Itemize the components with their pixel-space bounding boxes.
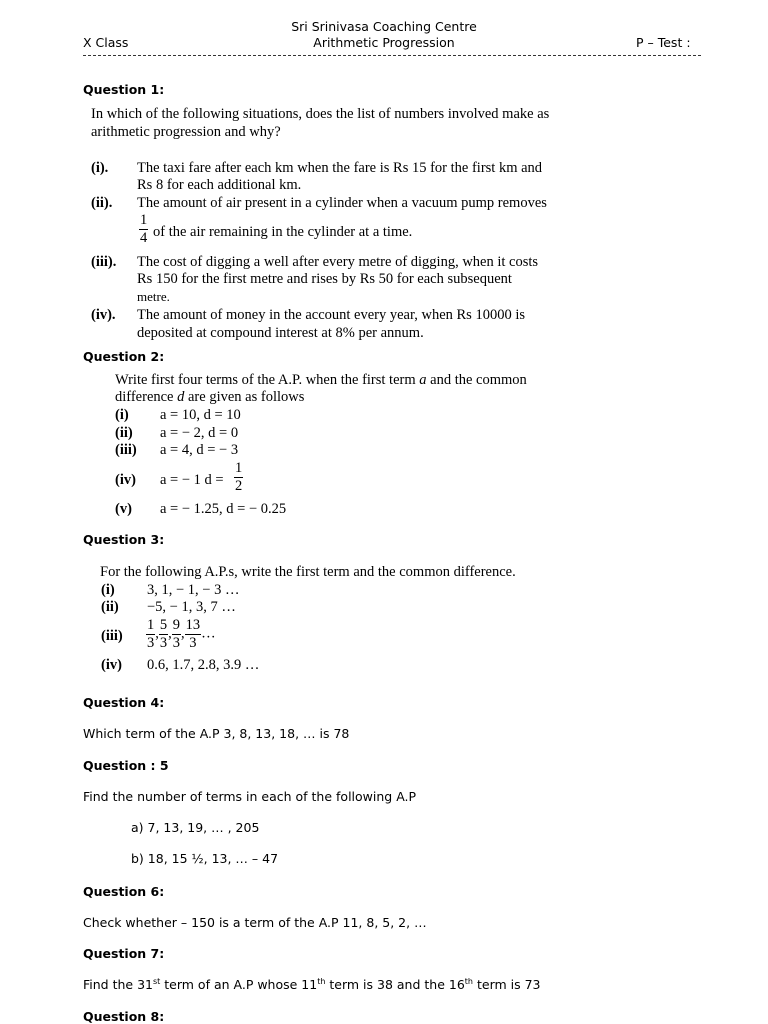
- q1-item-text: of the air remaining in the cylinder at a time.: [153, 224, 413, 240]
- question-5-title: Question : 5: [83, 758, 169, 773]
- question-4-title: Question 4:: [83, 695, 165, 710]
- q3-item-expr: −5, − 1, 3, 7 …: [147, 599, 236, 615]
- fraction-numerator: 5: [159, 617, 168, 633]
- variable-a: a: [419, 372, 427, 388]
- fraction-numerator: 1: [140, 212, 148, 228]
- q1-item-text: Rs 8 for each additional km.: [137, 177, 302, 193]
- fraction-denominator: 3: [189, 634, 197, 651]
- q2-item-number: (iv): [115, 472, 136, 488]
- q3-item-expr: 3, 1, − 1, − 3 …: [147, 582, 240, 598]
- q2-intro-text: and the common: [430, 372, 527, 388]
- q1-fraction: [139, 213, 148, 245]
- q7-text-part: Find the 31: [83, 977, 153, 992]
- question-3-title: Question 3:: [83, 532, 165, 547]
- fraction-numerator: 1: [235, 460, 243, 476]
- fraction-denominator: 3: [159, 634, 168, 651]
- question-7-title: Question 7:: [83, 946, 165, 961]
- fraction-denominator: 4: [140, 229, 148, 246]
- q7-text-part: term of an A.P whose 11: [160, 977, 318, 992]
- q2-item-number: (iii): [115, 442, 137, 458]
- q1-item-text: The cost of digging a well after every metre of digging, when it costs: [137, 254, 539, 270]
- q1-intro-line1: In which of the following situations, does the list of numbers involved make as: [91, 106, 550, 122]
- ellipsis: …: [201, 625, 216, 642]
- fraction-numerator: 13: [185, 617, 201, 633]
- question-6-title: Question 6:: [83, 884, 165, 899]
- question-1-title: Question 1:: [83, 82, 165, 97]
- q2-item-expr: a = − 2, d = 0: [160, 425, 239, 441]
- q1-item-text: deposited at compound interest at 8% per annum.: [137, 325, 424, 341]
- test-label: P – Test :: [636, 35, 691, 50]
- ordinal-suffix: th: [317, 976, 326, 986]
- q3-item-number: (ii): [101, 599, 119, 615]
- q7-text-part: term is 38 and the 16: [325, 977, 465, 992]
- q5-item-a: a) 7, 13, 19, … , 205: [131, 820, 260, 835]
- q3-item-number: (iv): [101, 657, 122, 673]
- q5-text: Find the number of terms in each of the following A.P: [83, 789, 417, 804]
- q3-item-number: (i): [101, 582, 115, 598]
- q2-intro-text: are given as follows: [188, 389, 305, 405]
- q2-item-expr: a = − 1.25, d = − 0.25: [160, 501, 287, 517]
- class-label: X Class: [83, 35, 129, 50]
- fraction-denominator: 3: [172, 634, 180, 651]
- q1-item-text: The amount of money in the account every year, when Rs 10000 is: [137, 307, 525, 323]
- q1-item-number: (i).: [91, 160, 109, 176]
- question-2-title: Question 2:: [83, 349, 165, 364]
- q2-item-expr: a = − 1 d =: [160, 472, 224, 488]
- q1-item-number: (iii).: [91, 254, 117, 270]
- q7-text-part: term is 73: [473, 977, 541, 992]
- q2-intro-text: difference: [115, 389, 174, 405]
- q1-item-text: The taxi fare after each km when the fare is Rs 15 for the first km and: [137, 160, 543, 176]
- q5-item-b: b) 18, 15 ½, 13, … – 47: [131, 851, 279, 866]
- fraction-numerator: 9: [172, 617, 180, 633]
- q3-item-number: (iii): [101, 628, 123, 644]
- q1-intro-line2: arithmetic progression and why?: [91, 124, 281, 140]
- q2-intro-line1: [115, 372, 527, 389]
- q7-text: [83, 977, 541, 992]
- q6-text: Check whether – 150 is a term of the A.P 11, 8, 5, 2, …: [83, 915, 427, 930]
- q2-item-expr: a = 4, d = − 3: [160, 442, 239, 458]
- q1-item-number: (ii).: [91, 195, 113, 211]
- q2-item-number: (ii): [115, 425, 133, 441]
- q1-item-number: (iv).: [91, 307, 116, 323]
- q2-fraction: [234, 461, 243, 493]
- fraction-denominator: 2: [235, 477, 243, 494]
- variable-d: d: [177, 389, 185, 405]
- q3-intro: For the following A.P.s, write the first term and the common difference.: [100, 564, 516, 580]
- q1-item-text: metre.: [137, 289, 170, 304]
- q2-item-number: (i): [115, 407, 129, 423]
- q1-item-text: The amount of air present in a cylinder when a vacuum pump removes: [137, 195, 547, 211]
- q2-intro-text: Write first four terms of the A.P. when the first term: [115, 372, 416, 388]
- question-8-title: Question 8:: [83, 1009, 165, 1024]
- q4-text: Which term of the A.P 3, 8, 13, 18, … is 78: [83, 726, 350, 741]
- q1-item-text: Rs 150 for the first metre and rises by Rs 50 for each subsequent: [137, 271, 512, 287]
- q2-item-number: (v): [115, 501, 132, 517]
- q2-intro-line2: [115, 389, 304, 406]
- centre-name: Sri Srinivasa Coaching Centre: [291, 19, 477, 34]
- topic-title: Arithmetic Progression: [313, 35, 455, 50]
- ordinal-suffix: st: [152, 976, 161, 986]
- q2-item-expr: a = 10, d = 10: [160, 407, 241, 423]
- ordinal-suffix: th: [464, 976, 473, 986]
- header-divider: [83, 55, 701, 56]
- fraction-numerator: 1: [147, 617, 155, 633]
- q3-fraction-sequence: $\frac{1}{3}$ , $\frac{5}{3}$ , $\frac{9}{3}$ , $\frac{13}{3}$ …: [147, 617, 216, 651]
- q3-item-expr: 0.6, 1.7, 2.8, 3.9 …: [147, 657, 260, 673]
- fraction-denominator: 3: [147, 634, 155, 651]
